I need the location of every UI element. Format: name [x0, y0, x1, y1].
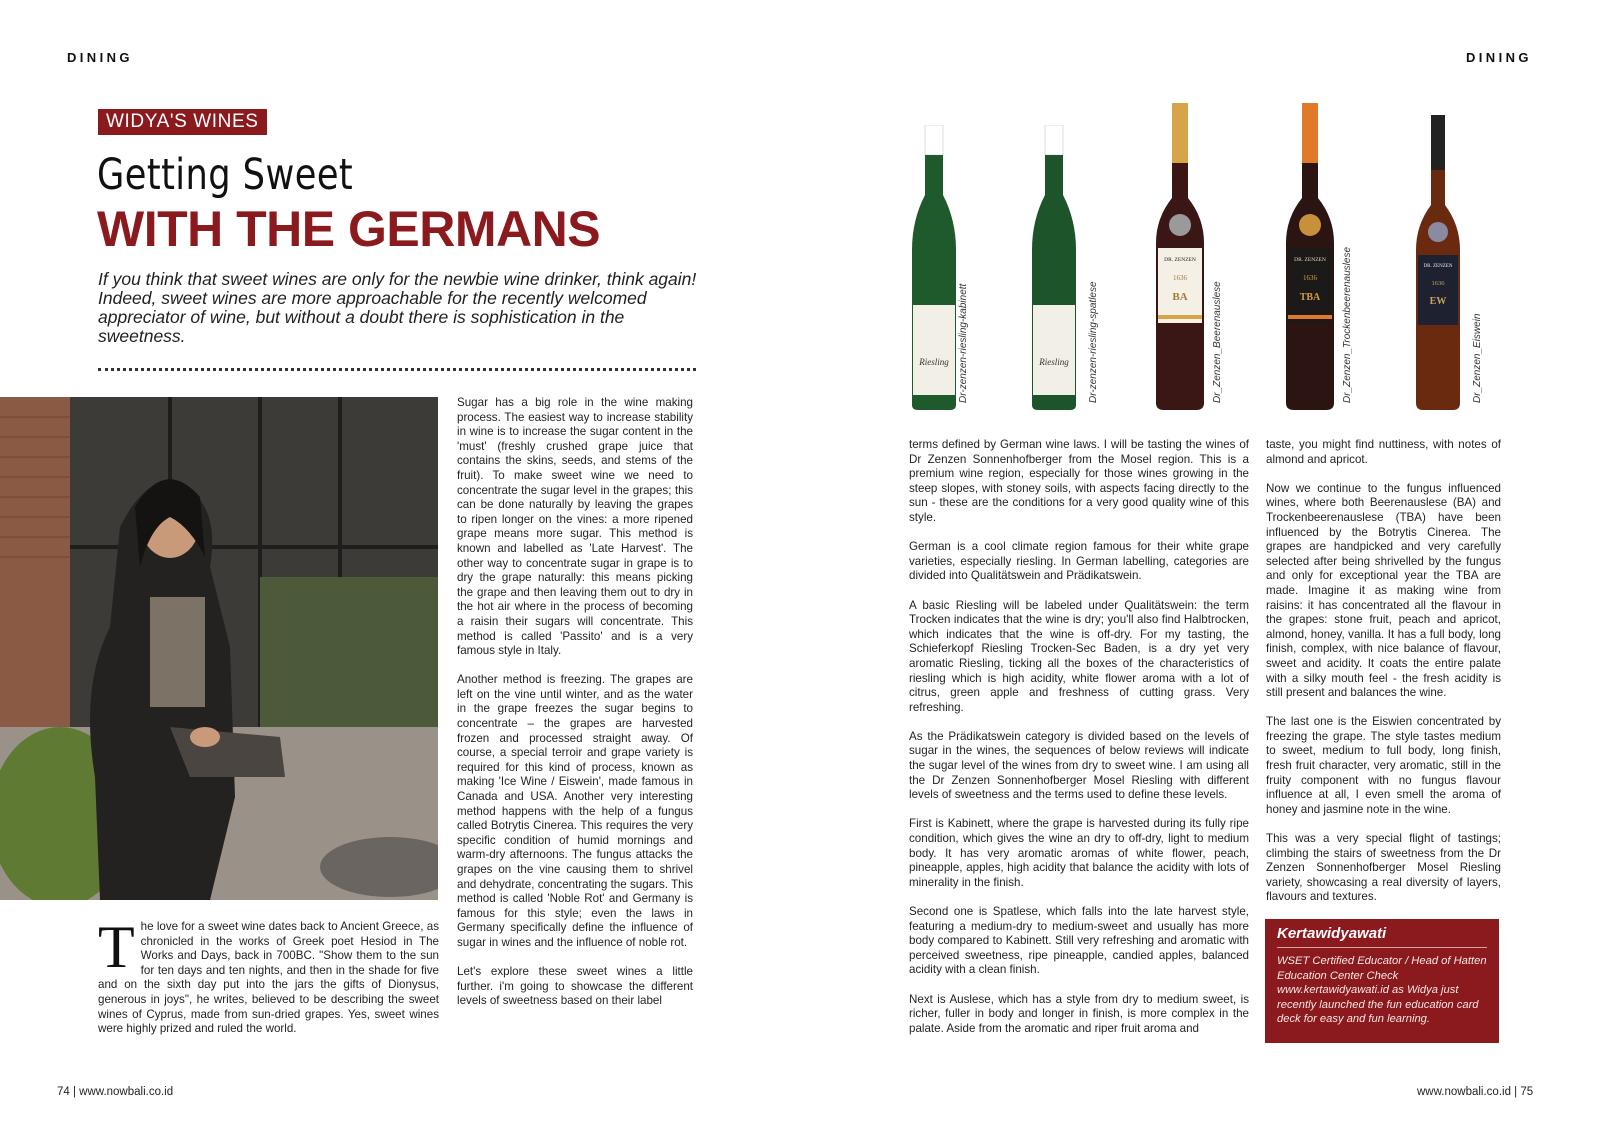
footer-left: 74 | www.nowbali.co.id [57, 1086, 174, 1098]
bottle-spatlese [1028, 125, 1080, 410]
bottle-lineup [900, 103, 1520, 410]
wine-bottle-icon [1152, 103, 1208, 410]
wine-bottle-icon [908, 125, 960, 410]
bottle-caption-eiswein: Dr_Zenzen_Eiswein [1472, 313, 1483, 403]
bottle-label-text: BA [1172, 291, 1188, 303]
wine-bottle-icon [1412, 115, 1464, 410]
author-bio-box [1265, 919, 1499, 1043]
bottle-year-text: 1636 [1303, 274, 1317, 282]
author-bio: WSET Certified Educator / Head of Hatten Education Center Check www.kertawidyawati.id as Widya just recently launched the fun education card deck for easy and fun learning. [1277, 955, 1487, 1025]
title-line-1: Getting Sweet [97, 150, 354, 200]
paragraph: taste, you might find nuttiness, with notes of almond and apricot. [1266, 438, 1501, 466]
paragraph: The last one is the Eiswien concentrated by freezing the grape. The style tastes medium to sweet, medium to full body, long finish, fresh fruit character, very aromatic, still in the fruity component with no fungus flavour influence at all, I even smell the aroma of honey and jasmine note in the wine. [1266, 715, 1501, 816]
bottle-label-text: Riesling [919, 357, 949, 367]
bottle-label-text: EW [1429, 296, 1447, 307]
bottle-kabinett [908, 125, 960, 410]
bottle-brand-text: DR. ZENZEN [1423, 264, 1453, 269]
paragraph [98, 914, 439, 1037]
paragraph: Next is Auslese, which has a style from dry to medium sweet, is richer, fuller in body and longer in finish, is more complex in the palate. Aside from the aromatic and riper fruit aroma and [909, 992, 1249, 1035]
dotted-divider [98, 368, 696, 371]
drop-cap: T [98, 914, 135, 980]
paragraph: This was a very special flight of tastings; climbing the stairs of sweetness from the Dr Zenzen Sonnenhofberger Mosel Riesling variety, showcasing a real diversity of layers, flavours and textures. [1266, 832, 1501, 904]
bottle-year-text: 1636 [1431, 280, 1445, 287]
bottle-trockenbeerenauslese [1282, 103, 1338, 410]
bottle-year-text: 1636 [1173, 274, 1187, 282]
bottle-brand-text: DR. ZENZEN [1164, 257, 1196, 263]
bottle-caption-tba: Dr_Zenzen_Trockenbeerenauslese [1342, 246, 1353, 403]
paragraph: A basic Riesling will be labeled under Qualitätswein: the term Trocken indicates that the wine is dry; you'll also find Halbtrocken, which indicates that the wine is off-dry. For my tasting, the Schieferkopf Riesling Trocken-Sec Baden, is a dry yet very aromatic Riesling, ticking all the boxes of the characteristics of riesling which is high acidity, white flower aroma with a lot of citrus, green apple and freshness of cutting grass. Very refreshing. [909, 598, 1249, 714]
paragraph-text: he love for a sweet wine dates back to Ancient Greece, as chronicled in the works of Greek poet Hesiod in The Works and Days, back in 700BC. "Show them to the sun for ten days and ten nights, and then in the shade for five and on the sixth day put into the jars the gifts of Dionysus, generous in joys", he writes, believed to be describing the sweet wines of Cyprus, made from sun-dried grapes. Yes, sweet wines were highly prized and ruled the world. [98, 920, 439, 1036]
author-name: Kertawidyawati [1277, 925, 1487, 948]
paragraph: Now we continue to the fungus influenced wines, where both Beerenauslese (BA) and Trockenbeerenauslese (TBA) have been influenced by the Botrytis Cinerea. The grapes are handpicked and very carefully selected after being shrivelled by the fungus and only for exceptional year the TBA are made. Imagine it as making wine from raisins: it has concentrated all the flavour in the grapes: stone fruit, peach and apricot, almond, honey, vanilla. It has a full body, long finish, complex, with nice balance of flavour, sweet and acidity. It coats the entire palate with a silky mouth feel - the fresh acidity is still present and balances the wine. [1266, 481, 1501, 700]
paragraph: Sugar has a big role in the wine making process. The easiest way to increase stability in wine is to increase the sugar content in the 'must' (freshly crushed grape juice that contains the skins, seeds, and stems of the fruit). To make sweet wine we need to concentrate the sugar level in the grapes; this can be done naturally by leaving the grapes to ripen longer on the vines: a more ripened grape means more sugar. This method is known and labelled as 'Late Harvest'. The other way to concentrate sugar in grape is to dry the grape naturally: this means picking the grape and then leaving them out to dry in the hot air where in the process of becoming a raisin their sugars will concentrate. This method is called 'Passito' and is a very famous style in Italy. [457, 396, 693, 658]
paragraph: Second one is Spatlese, which falls into the late harvest style, featuring a medium-dry to medium-sweet and usually has more body compared to Kabinett. Still very refreshing and aromatic with perceived sweetness, ripe pineapple, candied apples, balanced acidity with a clean finish. [909, 905, 1249, 977]
section-tag-left: DINING [67, 50, 133, 65]
bottle-caption-spatlese: Dr-zenzen-riesling-spatlese [1088, 281, 1099, 403]
bottle-brand-text: DR. ZENZEN [1294, 257, 1326, 263]
bottle-caption-ba: Dr_Zenzen_Beerenauslese [1212, 281, 1223, 403]
body-column-b [457, 396, 693, 1024]
article-intro: If you think that sweet wines are only for the newbie wine drinker, think again! Indeed, sweet wines are more approachable for the recently welcomed appreciator of wine, but without a doubt there is sophistication in the sweetness. [98, 269, 697, 346]
footer-right: www.nowbali.co.id | 75 [1417, 1086, 1534, 1098]
body-column-a [98, 914, 439, 1051]
column-badge: WIDYA'S WINES [98, 109, 267, 135]
bottle-label-text: TBA [1299, 292, 1321, 303]
paragraph: Let's explore these sweet wines a little further. i'm going to showcase the different levels of sweetness based on their label [457, 965, 693, 1008]
paragraph: Another method is freezing. The grapes are left on the vine until winter, and as the water in the grape freezes the sugar begins to concentrate – the grapes are harvested frozen and processed straight away. Of course, a special terroir and grape variety is required for this kind of process, known as making 'Ice Wine / Eiswein', made famous in Canada and USA. Another very interesting method happens with the help of a fungus called Botrytis Cinerea. This requires the very specific condition of humid mornings and warm-dry afternoons. The fungus attacks the grapes on the vine causing them to shrivel and dehydrate, concentrating the sugars. This method is called 'Noble Rot' and Germany is famous for this style; even the laws in Germany specifically define the influence of sugar in wines and the influence of noble rot. [457, 673, 693, 949]
bottle-label-text: Riesling [1039, 357, 1069, 367]
bottle-eiswein [1412, 115, 1464, 410]
paragraph: terms defined by German wine laws. I will be tasting the wines of Dr Zenzen Sonnenhofberger from the Mosel region. This is a premium wine region, especially for those wines growing in the steep slopes, with stoney soils, with aspects facing directly to the sun - these are the conditions for a very good quality wine of this style. [909, 438, 1249, 524]
paragraph: First is Kabinett, where the grape is harvested during its fully ripe condition, which gives the wine an dry to off-dry, light to medium body. It has very aromatic aromas of white flower, peach, pineapple, apples, high acidity that balance the acidity with lots of minerality in the finish. [909, 817, 1249, 889]
section-tag-right: DINING [1466, 50, 1532, 65]
title-line-2: WITH THE GERMANS [97, 201, 601, 257]
paragraph: As the Prädikatswein category is divided based on the levels of sugar in the wines, the sequences of below reviews will indicate the sugar level of the wines from dry to sweet wine. I am using all the Dr Zenzen Sonnenhofberger Mosel Riesling with different levels of sweetness and the terms used to define these levels. [909, 729, 1249, 802]
paragraph: German is a cool climate region famous for their white grape varieties, especially riesling. In German labelling, categories are divided into Qualitätswein and Prädikatswein. [909, 540, 1249, 583]
wine-bottle-icon [1028, 125, 1080, 410]
body-column-d [1266, 438, 1501, 920]
bottle-beerenauslese [1152, 103, 1208, 410]
wine-bottle-icon [1282, 103, 1338, 410]
author-photo [0, 397, 438, 900]
body-column-c [909, 438, 1249, 1051]
bottle-caption-kabinett: Dr-zenzen-riesling-kabinett [958, 283, 969, 403]
